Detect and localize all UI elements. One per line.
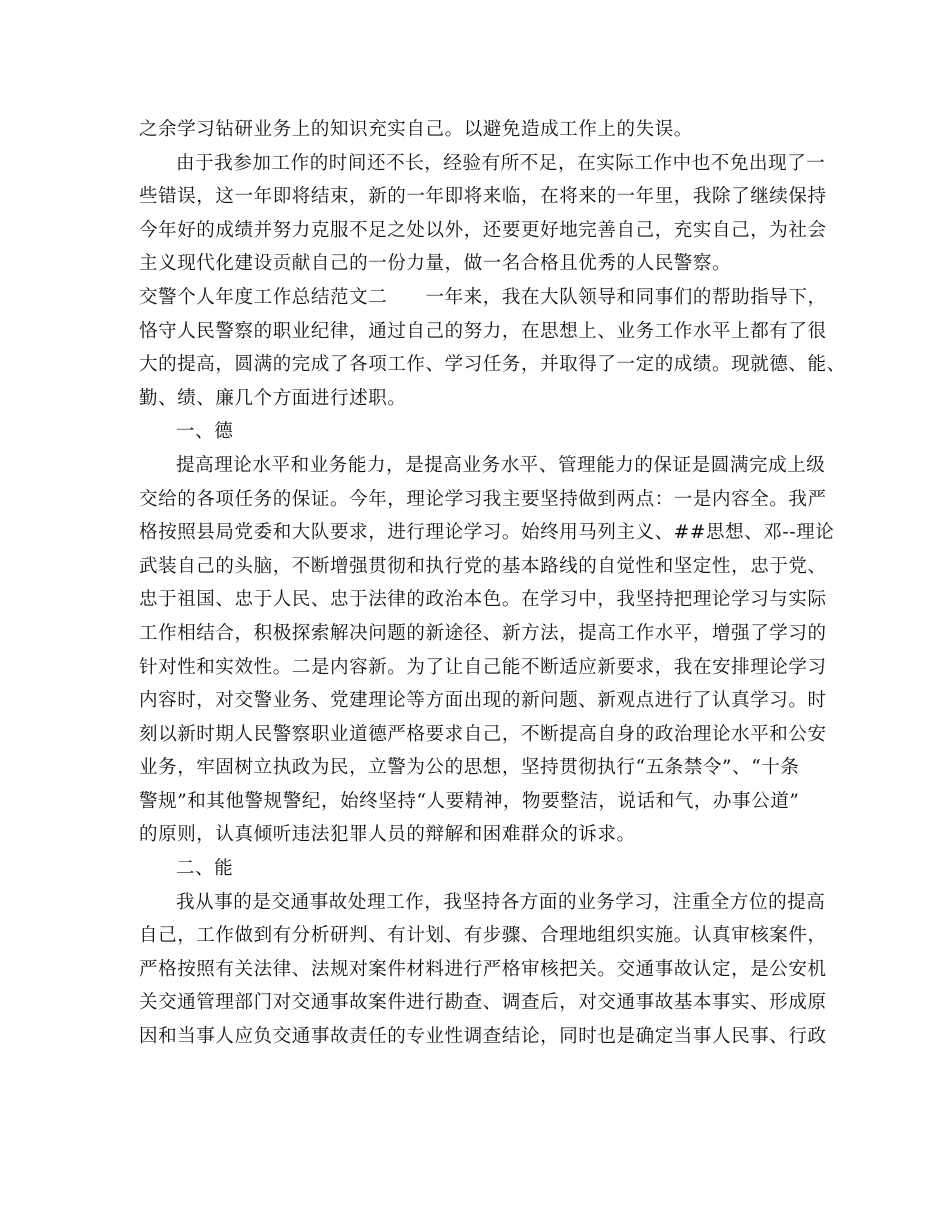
- text-line: 提高理论水平和业务能力，是提高业务水平、管理能力的保证是圆满完成上级: [176, 454, 826, 476]
- text-line: 忠于祖国、忠于人民、忠于法律的政治本色。在学习中，我坚持把理论学习与实际: [139, 589, 827, 611]
- text-line: 些错误，这一年即将结束，新的一年即将来临，在将来的一年里，我除了继续保持: [139, 186, 827, 208]
- text-line: 严格按照有关法律、法规对案件材料进行严格审核把关。交通事故认定，是公安机: [139, 958, 827, 980]
- text-line: 自己，工作做到有分析研判、有计划、有步骤、合理地组织实施。认真审核案件，: [139, 925, 827, 947]
- text-line: 业务，牢固树立执政为民，立警为公的思想，坚持贯彻执行“五条禁令”、“十条: [139, 757, 800, 779]
- text-line: 二、能: [176, 858, 234, 880]
- text-line: 工作相结合，积极探索解决问题的新途径、新方法，提高工作水平，增强了学习的: [139, 622, 827, 644]
- text-line: 勤、绩、廉几个方面进行述职。: [139, 387, 407, 409]
- text-line: 由于我参加工作的时间还不长，经验有所不足，在实际工作中也不免出现了一: [176, 152, 826, 174]
- text-line: 之余学习钻研业务上的知识充实自己。以避免造成工作上的失误。: [139, 119, 693, 140]
- text-line: 武装自己的头脑，不断增强贯彻和执行党的基本路线的自觉性和坚定性，忠于党、: [139, 555, 827, 577]
- document-body: [139, 113, 846, 1054]
- text-line: 内容时，对交警业务、党建理论等方面出现的新问题、新观点进行了认真学习。时: [139, 690, 827, 712]
- text-line: 一、德: [176, 421, 234, 443]
- text-line: 格按照县局党委和大队要求，进行理论学习。始终用马列主义、##思想、邓--理论: [139, 522, 835, 544]
- text-line: 因和当事人应负交通事故责任的专业性调查结论，同时也是确定当事人民事、行政: [139, 1026, 827, 1048]
- text-line: 恪守人民警察的职业纪律，通过自己的努力，在思想上、业务工作水平上都有了很: [139, 320, 827, 342]
- text-line: 主义现代化建设贡献自己的一份力量，做一名合格且优秀的人民警察。: [139, 253, 732, 275]
- text-line: 针对性和实效性。二是内容新。为了让自己能不断适应新要求，我在安排理论学习: [139, 656, 827, 678]
- text-line: 警规”和其他警规警纪，始终坚持“人要精神，物要整洁，说话和气，办事公道”: [139, 790, 800, 812]
- text-line: 关交通管理部门对交通事故案件进行勘查、调查后，对交通事故基本事实、形成原: [139, 992, 827, 1014]
- text-line: 交给的各项任务的保证。今年，理论学习我主要坚持做到两点：一是内容全。我严: [139, 488, 827, 510]
- text-line: 大的提高，圆满的完成了各项工作、学习任务，并取得了一定的成绩。现就德、能、: [139, 354, 846, 376]
- text-line: 的原则，认真倾听违法犯罪人员的辩解和困难群众的诉求。: [139, 824, 636, 846]
- text-line: 刻以新时期人民警察职业道德严格要求自己，不断提高自身的政治理论水平和公安: [139, 723, 827, 745]
- text-line: 今年好的成绩并努力克服不足之处以外，还要更好地完善自己，充实自己，为社会: [139, 219, 827, 241]
- text-line: 我从事的是交通事故处理工作，我坚持各方面的业务学习，注重全方位的提高: [176, 891, 826, 913]
- text-line: 交警个人年度工作总结范文二 一年来，我在大队领导和同事们的帮助指导下，: [139, 286, 827, 308]
